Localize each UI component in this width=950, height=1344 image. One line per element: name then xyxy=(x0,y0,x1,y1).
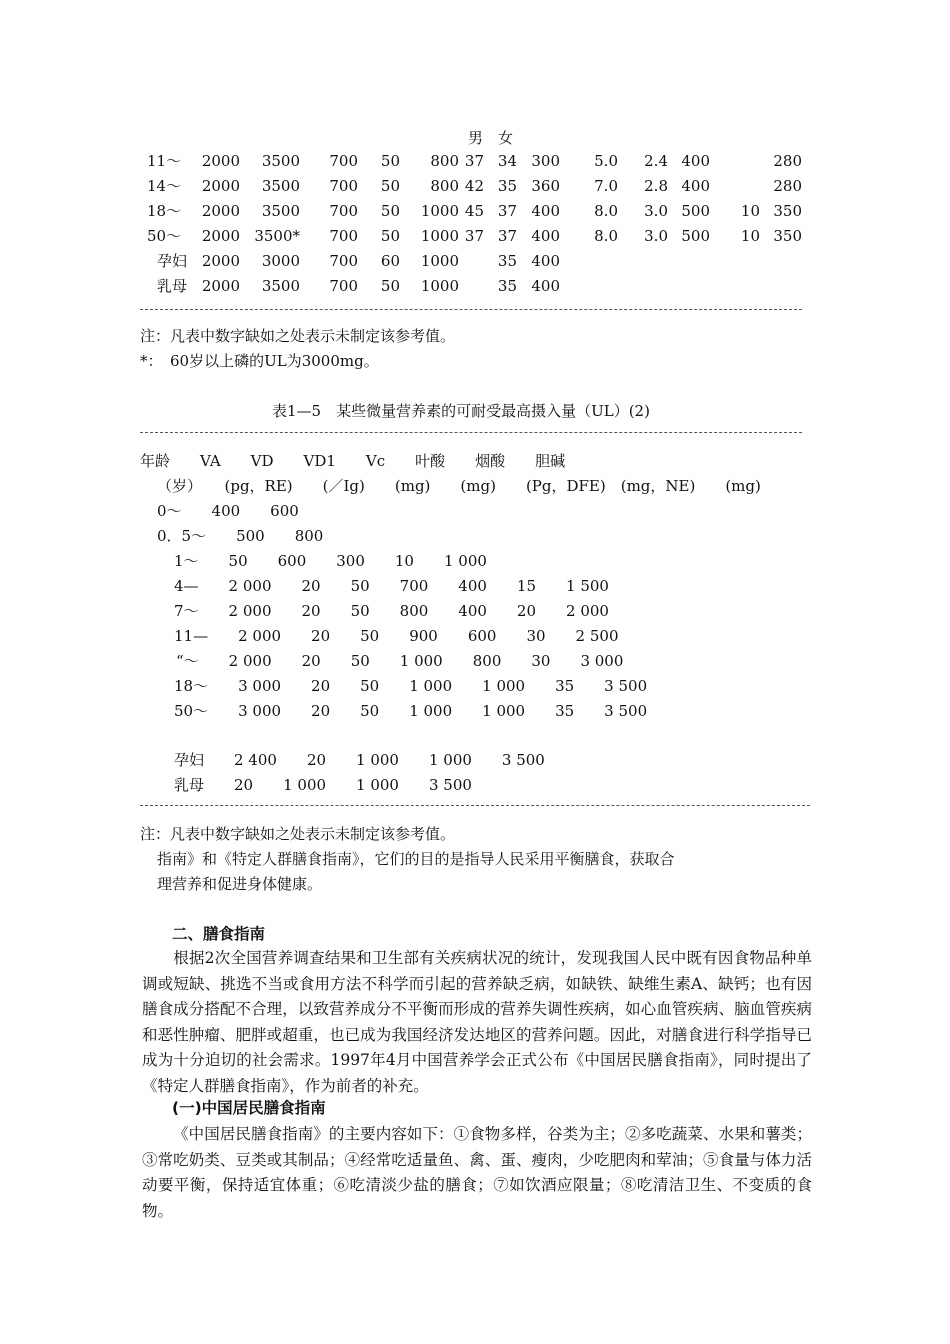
section-heading: 二、膳食指南 xyxy=(172,925,266,943)
table1-cell: 700 xyxy=(329,177,358,195)
table1-cell: 7.0 xyxy=(594,177,618,195)
table1-cell: 37 xyxy=(497,227,517,245)
table1-cell: 50 xyxy=(380,277,400,295)
table1-cell: 700 xyxy=(329,152,358,170)
table2-bottom-rule xyxy=(140,805,810,806)
table1-cell: 700 xyxy=(329,227,358,245)
table2-row: “～ 2 000 20 50 1 000 800 30 3 000 xyxy=(176,652,624,670)
table1-cell: 500 xyxy=(681,227,710,245)
table1-cell: 360 xyxy=(531,177,560,195)
table1-cell: 35 xyxy=(497,277,517,295)
table1-cell: 45 xyxy=(464,202,484,220)
section-paragraph-text: 根据2次全国营养调查结果和卫生部有关疾病状况的统计，发现我国人民中既有因食物品种单调或短缺、挑选不当或食用方法不科学而引起的营养缺乏病，如缺铁、缺维生素A、缺钙；也有因膳食成分搭配不合理，以致营养成分不平衡而形成的营养失调性疾病，如心血管疾病、脑血管疾病和恶性肿瘤、肥胖或超重，也已成为我国经济发达地区的营养问题。因此，对膳食进行科学指导已成为十分迫切的社会需求。1997年4月中国营养学会正式公布《中国居民膳食指南》，同时提出了《特定人群膳食指南》，作为前者的补充。 xyxy=(142,949,812,1095)
table1-age-cell: 50～ xyxy=(147,227,182,245)
table1-cell: 400 xyxy=(681,177,710,195)
table1-age-cell: 14～ xyxy=(147,177,182,195)
table2-row: 7～ 2 000 20 50 800 400 20 2 000 xyxy=(174,602,609,620)
table1-cell: 1000 xyxy=(420,227,459,245)
table1-cell: 10 xyxy=(740,202,760,220)
table1-cell: 8.0 xyxy=(594,227,618,245)
table1-cell: 400 xyxy=(531,227,560,245)
table1-cell: 700 xyxy=(329,202,358,220)
table1-cell: 2000 xyxy=(201,227,240,245)
table1-cell: 700 xyxy=(329,252,358,270)
table1-cell: 3500* xyxy=(254,227,300,245)
table1-cell: 50 xyxy=(380,177,400,195)
table2-row: 0～ 400 600 xyxy=(157,502,299,520)
table1-cell: 280 xyxy=(773,177,802,195)
table1-cell: 2000 xyxy=(201,202,240,220)
table1-cell: 35 xyxy=(497,177,517,195)
table1-cell: 3500 xyxy=(261,152,300,170)
table1-age-cell: 11～ xyxy=(147,152,182,170)
table1-cell: 350 xyxy=(773,227,802,245)
table1-cell: 400 xyxy=(531,252,560,270)
table2-row: 18～ 3 000 20 50 1 000 1 000 35 3 500 xyxy=(174,677,648,695)
table1-cell: 400 xyxy=(531,277,560,295)
table1-cell: 1000 xyxy=(420,277,459,295)
section-subheading: (一)中国居民膳食指南 xyxy=(172,1099,326,1117)
table1-cell: 10 xyxy=(740,227,760,245)
table1-cell: 1000 xyxy=(420,252,459,270)
table1-cell: 3500 xyxy=(261,177,300,195)
table1-cell: 3500 xyxy=(261,202,300,220)
table2-row: 4— 2 000 20 50 700 400 15 1 500 xyxy=(174,577,609,595)
table1-cell: 34 xyxy=(497,152,517,170)
table2-row: 1～ 50 600 300 10 1 000 xyxy=(174,552,487,570)
table1-sex-header: 男 女 xyxy=(468,129,514,147)
table1-cell: 42 xyxy=(464,177,484,195)
table1-cell: 8.0 xyxy=(594,202,618,220)
guideline-paragraph xyxy=(142,1122,812,1224)
table1-bottom-rule xyxy=(140,309,802,310)
table1-age-cell: 乳母 xyxy=(157,277,188,295)
table2-row: 0．5～ 500 800 xyxy=(157,527,324,545)
table2-header-row1: 年龄 VA VD VD1 Vc 叶酸 烟酸 胆碱 xyxy=(140,452,566,470)
table1-cell: 700 xyxy=(329,277,358,295)
table2-row: 11— 2 000 20 50 900 600 30 2 500 xyxy=(174,627,619,645)
table1-cell: 400 xyxy=(681,152,710,170)
table1-cell: 800 xyxy=(430,177,459,195)
table1-cell: 50 xyxy=(380,152,400,170)
table1-note: 注：凡表中数字缺如之处表示未制定该参考值。 xyxy=(140,327,456,345)
table1-cell: 800 xyxy=(430,152,459,170)
table1-cell: 2000 xyxy=(201,252,240,270)
table2-row: 孕妇 2 400 20 1 000 1 000 3 500 xyxy=(174,751,545,769)
table1-cell: 2.4 xyxy=(644,152,668,170)
table2-top-rule xyxy=(140,432,802,433)
table2-row: 乳母 20 1 000 1 000 3 500 xyxy=(174,776,472,794)
table2-note: 注：凡表中数字缺如之处表示未制定该参考值。 xyxy=(140,825,456,843)
stray-text-line: 指南》和《特定人群膳食指南》，它们的目的是指导人民采用平衡膳食，获取合 xyxy=(157,850,675,868)
table1-cell: 280 xyxy=(773,152,802,170)
table1-cell: 3500 xyxy=(261,277,300,295)
table1-cell: 2.8 xyxy=(644,177,668,195)
table1-cell: 500 xyxy=(681,202,710,220)
table1-age-cell: 孕妇 xyxy=(157,252,188,270)
table1-cell: 1000 xyxy=(420,202,459,220)
table1-cell: 2000 xyxy=(201,277,240,295)
table1-footnote: *： 60岁以上磷的UL为3000mg。 xyxy=(140,352,379,370)
table1-cell: 35 xyxy=(497,252,517,270)
table1-cell: 60 xyxy=(380,252,400,270)
table1-cell: 50 xyxy=(380,227,400,245)
table2-title: 表1—5 某些微量营养素的可耐受最高摄入量（UL）(2) xyxy=(272,402,650,420)
table1-cell: 3.0 xyxy=(644,227,668,245)
table2-row: 50～ 3 000 20 50 1 000 1 000 35 3 500 xyxy=(174,702,648,720)
table1-cell: 5.0 xyxy=(594,152,618,170)
table1-cell: 3.0 xyxy=(644,202,668,220)
table1-cell: 37 xyxy=(464,152,484,170)
table1-cell: 50 xyxy=(380,202,400,220)
table1-cell: 3000 xyxy=(261,252,300,270)
table2-header-row2: （岁） (pg，RE) (／Ig) (mg) (mg) (Pg，DFE) (mg，NE) (mg) xyxy=(157,477,761,495)
table1-age-cell: 18～ xyxy=(147,202,182,220)
table1-cell: 37 xyxy=(464,227,484,245)
table1-cell: 37 xyxy=(497,202,517,220)
table1-cell: 2000 xyxy=(201,177,240,195)
table1-cell: 300 xyxy=(531,152,560,170)
stray-text-line: 理营养和促进身体健康。 xyxy=(157,875,323,893)
section-paragraph xyxy=(142,946,812,1099)
table1-cell: 400 xyxy=(531,202,560,220)
table1-cell: 2000 xyxy=(201,152,240,170)
table1-cell: 350 xyxy=(773,202,802,220)
guideline-paragraph-text: 《中国居民膳食指南》的主要内容如下：①食物多样，谷类为主；②多吃蔬菜、水果和薯类；③常吃奶类、豆类或其制品；④经常吃适量鱼、禽、蛋、瘦肉，少吃肥肉和荤油；⑤食量与体力活动要平衡，保持适宜体重；⑥吃清淡少盐的膳食；⑦如饮酒应限量；⑧吃清洁卫生、不变质的食物。 xyxy=(142,1125,812,1220)
